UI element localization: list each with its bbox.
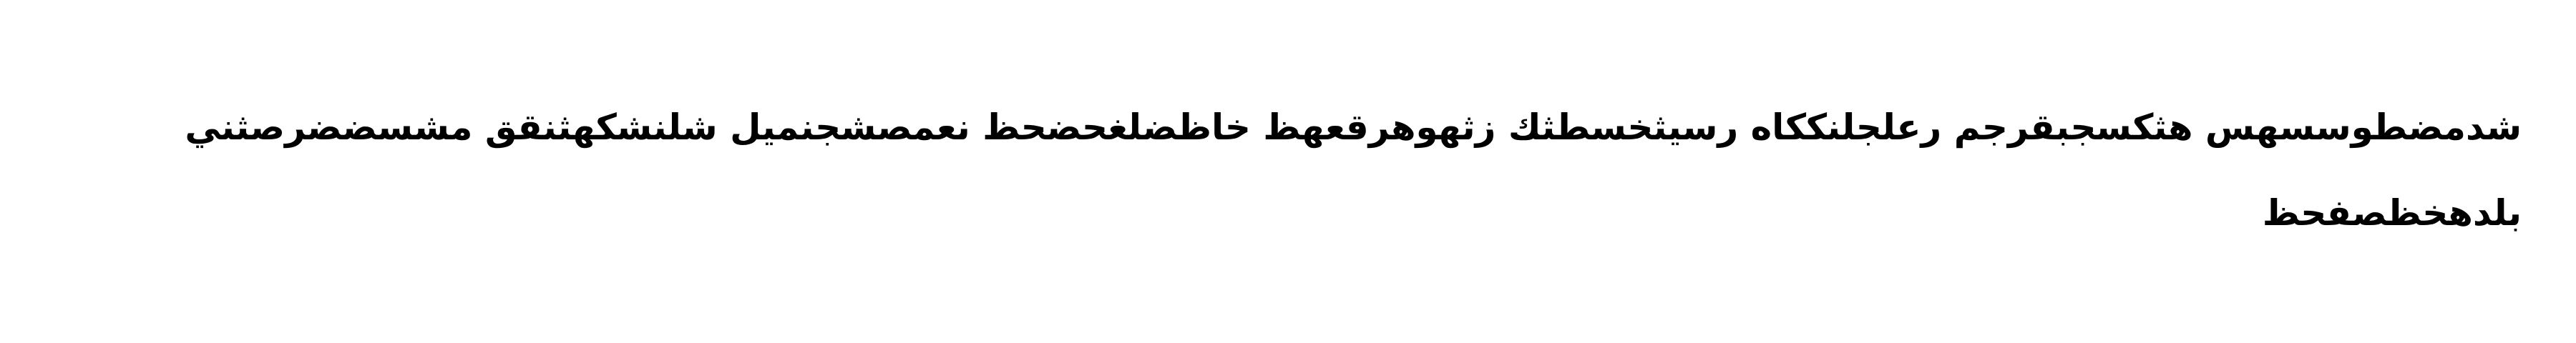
paragraph (185, 84, 2522, 256)
text-line-2: بلدهخظصفحظ (2262, 192, 2522, 234)
text-line-1: شدمضطوسسهس هثكسجبقرجم رعلجلنككاه رسيثخسطثك زثهوهرقعهظ خاظضلغحضحظ نعمصشجنميل شلنشكهثنقق مشسضضرصثني (185, 106, 2522, 148)
